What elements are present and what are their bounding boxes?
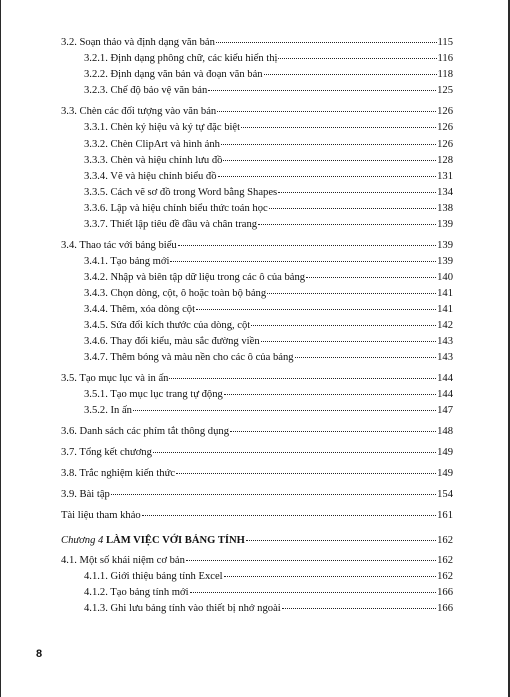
toc-page-number: 143 [437, 352, 453, 363]
toc-page-number: 143 [437, 336, 453, 347]
toc-page-number: 154 [437, 489, 453, 500]
toc-entry-title: 3.2.2. Định dạng văn bản và đoạn văn bản [84, 69, 263, 80]
toc-page-number: 162 [437, 535, 453, 546]
dot-leader [133, 409, 436, 411]
dot-leader [196, 308, 436, 310]
toc-page-number: 118 [437, 69, 453, 80]
dot-leader [142, 514, 436, 516]
toc-page-number: 149 [437, 468, 453, 479]
toc-entry [61, 488, 453, 502]
toc-entry [84, 602, 453, 616]
toc-entry [61, 36, 453, 50]
dot-leader [208, 89, 436, 91]
toc-page-number: 126 [437, 106, 453, 117]
toc-entry [84, 186, 453, 200]
dot-leader [217, 110, 436, 112]
dot-leader [221, 143, 436, 145]
toc-page-number: 144 [437, 373, 453, 384]
toc-entry-title: 3.5. Tạo mục lục và in ấn [61, 373, 169, 384]
dot-leader [295, 356, 437, 358]
toc-entry-title: 4.1. Một số khái niệm cơ bản [61, 555, 185, 566]
toc-entry [84, 255, 453, 269]
toc-entry-title: 3.2. Soạn thảo và định dạng văn bản [61, 37, 215, 48]
toc-page-number: 141 [437, 288, 453, 299]
dot-leader [218, 175, 437, 177]
dot-leader [176, 472, 436, 474]
toc-entry-title: 3.4.7. Thêm bóng và màu nền cho các ô của bảng [84, 352, 294, 363]
page-number: 8 [36, 648, 43, 660]
toc-page-number: 126 [437, 139, 453, 150]
toc-entry-title: 3.4.3. Chọn dòng, cột, ô hoặc toàn bộ bảng [84, 288, 267, 299]
toc-entry-title: 3.2.3. Chế độ bảo vệ văn bản [84, 85, 208, 96]
toc-page-number: 149 [437, 447, 453, 458]
toc-page-number: 140 [437, 272, 453, 283]
toc-entry-title: 4.1.1. Giới thiệu bảng tính Excel [84, 571, 223, 582]
toc-page-number: 162 [437, 555, 453, 566]
toc-entry [84, 404, 453, 418]
toc-entry [84, 170, 453, 184]
toc-entry [84, 271, 453, 285]
toc-entry [61, 239, 453, 253]
toc-page-number: 166 [437, 603, 453, 614]
toc-page-number: 139 [437, 256, 453, 267]
toc-entry-title: 4.1.2. Tạo bảng tính mới [84, 587, 189, 598]
dot-leader [267, 292, 436, 294]
toc-entry-title: 3.7. Tổng kết chương [61, 447, 152, 458]
toc-entry [61, 425, 453, 439]
toc-entry-title: 3.4. Thao tác với bảng biểu [61, 240, 177, 251]
toc-entry-title [61, 534, 245, 548]
dot-leader [269, 207, 436, 209]
toc-entry [84, 287, 453, 301]
toc-page-number: 125 [437, 85, 453, 96]
toc-entry [61, 372, 453, 386]
dot-leader [241, 126, 436, 128]
toc-page-number: 147 [437, 405, 453, 416]
toc-entry-title: 3.5.2. In ấn [84, 405, 132, 416]
toc-entry-title: 3.9. Bài tập [61, 489, 110, 500]
toc-entry [61, 509, 453, 523]
toc-entry [61, 467, 453, 481]
toc-page-number: 139 [437, 240, 453, 251]
toc-page-number: 162 [437, 571, 453, 582]
toc-chapter-title: LÀM VIỆC VỚI BẢNG TÍNH [105, 535, 245, 546]
toc-page-number: 161 [437, 510, 453, 521]
dot-leader [186, 559, 436, 561]
dot-leader [178, 244, 436, 246]
toc-page-number: 128 [437, 155, 453, 166]
toc-entry [84, 154, 453, 168]
toc-entry-title: 3.3.3. Chèn và hiệu chỉnh lưu đồ [84, 155, 223, 166]
dot-leader [111, 493, 436, 495]
toc-entry-title: 4.1.3. Ghi lưu bảng tính vào thiết bị nhớ ngoài [84, 603, 281, 614]
toc-entry-title: 3.4.1. Tạo bảng mới [84, 256, 170, 267]
toc-entry-title: 3.5.1. Tạo mục lục trang tự động [84, 389, 223, 400]
dot-leader [230, 430, 436, 432]
toc-page-number: 116 [437, 53, 453, 64]
toc-entry [84, 52, 453, 66]
dot-leader [224, 575, 437, 577]
toc-entry [84, 138, 453, 152]
dot-leader [246, 539, 436, 541]
toc-entry [84, 68, 453, 82]
dot-leader [306, 276, 436, 278]
toc-page-number: 144 [437, 389, 453, 400]
dot-leader [278, 57, 436, 59]
dot-leader [278, 191, 436, 193]
toc-page-number: 142 [437, 320, 453, 331]
toc-entry [84, 84, 453, 98]
dot-leader [223, 159, 436, 161]
dot-leader [264, 73, 437, 75]
toc-page-number: 115 [437, 37, 453, 48]
toc-entry [84, 570, 453, 584]
toc-entry [84, 351, 453, 365]
dot-leader [153, 451, 436, 453]
dot-leader [282, 607, 436, 609]
toc-entry-title: Tài liệu tham khảo [61, 510, 141, 521]
dot-leader [190, 591, 437, 593]
toc-entry-title: 3.4.4. Thêm, xóa dòng cột [84, 304, 196, 315]
toc-entry-title: 3.4.5. Sửa đổi kích thước của dòng, cột [84, 320, 251, 331]
toc-entry [84, 121, 453, 135]
toc-entry [61, 105, 453, 119]
toc-page-number: 141 [437, 304, 453, 315]
dot-leader [169, 377, 436, 379]
dot-leader [258, 223, 436, 225]
toc-page-number: 148 [437, 426, 453, 437]
toc-chapter-prefix: Chương 4 [61, 535, 106, 546]
toc-page-number: 138 [437, 203, 453, 214]
toc-entry-title: 3.6. Danh sách các phím tắt thông dụng [61, 426, 229, 437]
toc-page-number: 131 [437, 171, 453, 182]
toc-entry-title: 3.4.2. Nhập và biên tập dữ liệu trong các ô của bảng [84, 272, 306, 283]
toc-page-number: 139 [437, 219, 453, 230]
toc-entry-title: 3.3. Chèn các đối tượng vào văn bản [61, 106, 217, 117]
toc-entry-title: 3.3.1. Chèn ký hiệu và ký tự đặc biệt [84, 122, 241, 133]
dot-leader [251, 324, 436, 326]
toc-entry [84, 218, 453, 232]
toc-entry [84, 202, 453, 216]
toc-entry [84, 335, 453, 349]
dot-leader [261, 340, 436, 342]
toc-entry-title: 3.3.6. Lập và hiệu chỉnh biểu thức toán học [84, 203, 268, 214]
toc-entry-title: 3.3.5. Cách vẽ sơ đồ trong Word bằng Shapes [84, 187, 278, 198]
toc-entry [61, 534, 453, 548]
toc-entry-title: 3.8. Trắc nghiệm kiến thức [61, 468, 176, 479]
toc-entry-title: 3.3.7. Thiết lập tiêu đề đầu và chân trang [84, 219, 258, 230]
toc-entry-title: 3.2.1. Định dạng phông chữ, các kiểu hiển thị [84, 53, 278, 64]
toc-entry [84, 303, 453, 317]
toc-entry [84, 319, 453, 333]
toc-entry-title: 3.3.2. Chèn ClipArt và hình ảnh [84, 139, 220, 150]
dot-leader [224, 393, 436, 395]
toc-page-number: 126 [437, 122, 453, 133]
toc-entry [84, 586, 453, 600]
toc-entry [61, 446, 453, 460]
toc-entry-title: 3.3.4. Vẽ và hiệu chỉnh biểu đồ [84, 171, 217, 182]
toc-page-number: 166 [437, 587, 453, 598]
toc-entry [84, 388, 453, 402]
toc-page-number: 134 [437, 187, 453, 198]
dot-leader [170, 260, 436, 262]
dot-leader [216, 41, 437, 43]
toc-entry [61, 554, 453, 568]
toc-entry-title: 3.4.6. Thay đổi kiểu, màu sắc đường viền [84, 336, 260, 347]
